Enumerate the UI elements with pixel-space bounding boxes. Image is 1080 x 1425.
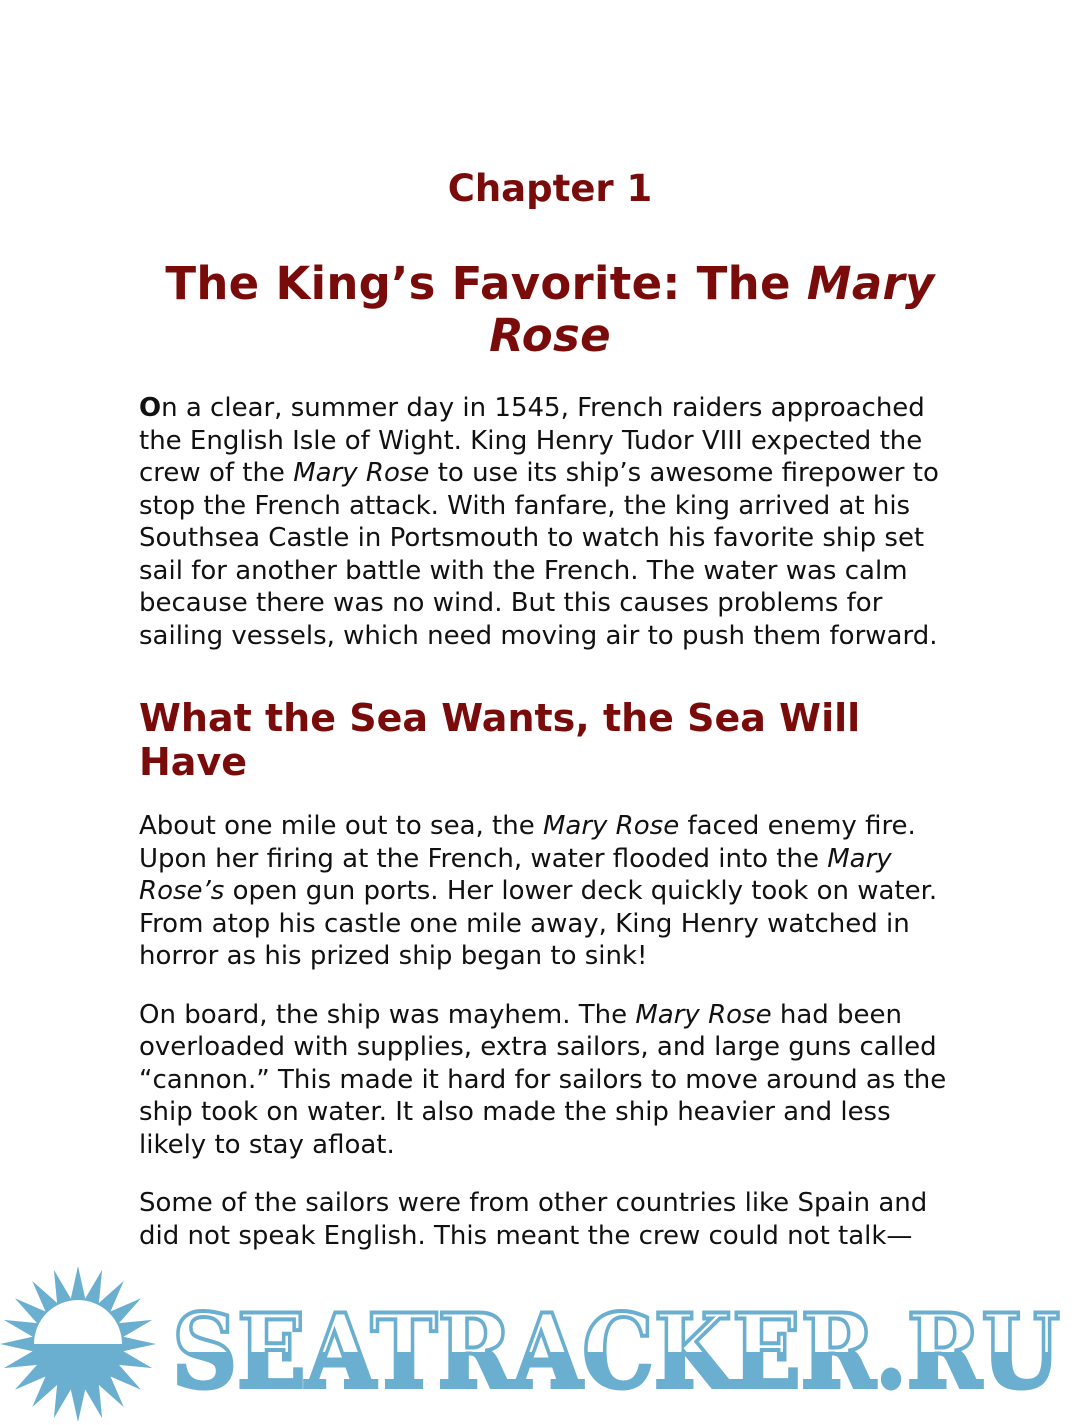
section-heading: What the Sea Wants, the Sea Will Have	[139, 696, 861, 784]
drop-letter: O	[139, 393, 162, 423]
paragraph-1-text-b: to use its ship’s awesome firepower to stop the French attack. With fanfare, the king arrived at his Southsea Castle in Portsmouth to watch his favorite ship set sail for another battle with the French. The water was calm because there was no wind. But this causes problems for sailing vessels, which need moving air to push them forward.	[139, 458, 939, 651]
paragraph-2-text-c: open gun ports. Her lower deck quickly took on water. From atop his castle one mile away, King Henry watched in horror as his prized ship began to sink!	[139, 876, 938, 971]
paragraph-1	[139, 392, 961, 652]
watermark-graphic	[0, 1262, 1080, 1425]
sun-logo-icon	[0, 1266, 156, 1422]
watermark	[0, 1262, 1080, 1425]
paragraph-3	[139, 999, 961, 1162]
paragraph-4	[139, 1187, 961, 1252]
watermark-text: SEATRACKER.RU	[172, 1292, 1060, 1412]
paragraph-3-ship-name: Mary Rose	[635, 999, 772, 1030]
paragraph-4-text-a: Some of the sailors were from other countries like Spain and did not speak English. This meant the crew could not talk—	[139, 1188, 928, 1251]
chapter-title-text: The King’s Favorite: The	[165, 257, 807, 310]
chapter-number: Chapter 1	[447, 167, 653, 210]
paragraph-2-text-a: About one mile out to sea, the	[139, 811, 543, 841]
paragraph-2-ship-name-possessive: Mary Rose’s	[139, 843, 892, 906]
paragraph-1-text-a: n a clear, summer day in 1545, French raiders approached the English Isle of Wight. King Henry Tudor VIII expected the crew of the	[139, 393, 925, 488]
paragraph-3-text-a: On board, the ship was mayhem. The	[139, 999, 636, 1030]
paragraph-3-text-b: had been overloaded with supplies, extra sailors, and large guns called “cannon.” This made it hard for sailors to move around as the ship took on water. It also made the ship heavier and less likely to stay afloat.	[139, 999, 947, 1160]
book-page	[139, 166, 961, 1252]
chapter-title-ship-name: Mary Rose	[489, 257, 935, 362]
chapter-title	[139, 258, 961, 362]
paragraph-2	[139, 810, 961, 973]
paragraph-2-text-b: faced enemy fire. Upon her firing at the French, water flooded into the	[139, 811, 916, 874]
paragraph-1-ship-name: Mary Rose	[293, 458, 430, 488]
paragraph-2-ship-name: Mary Rose	[542, 811, 680, 841]
